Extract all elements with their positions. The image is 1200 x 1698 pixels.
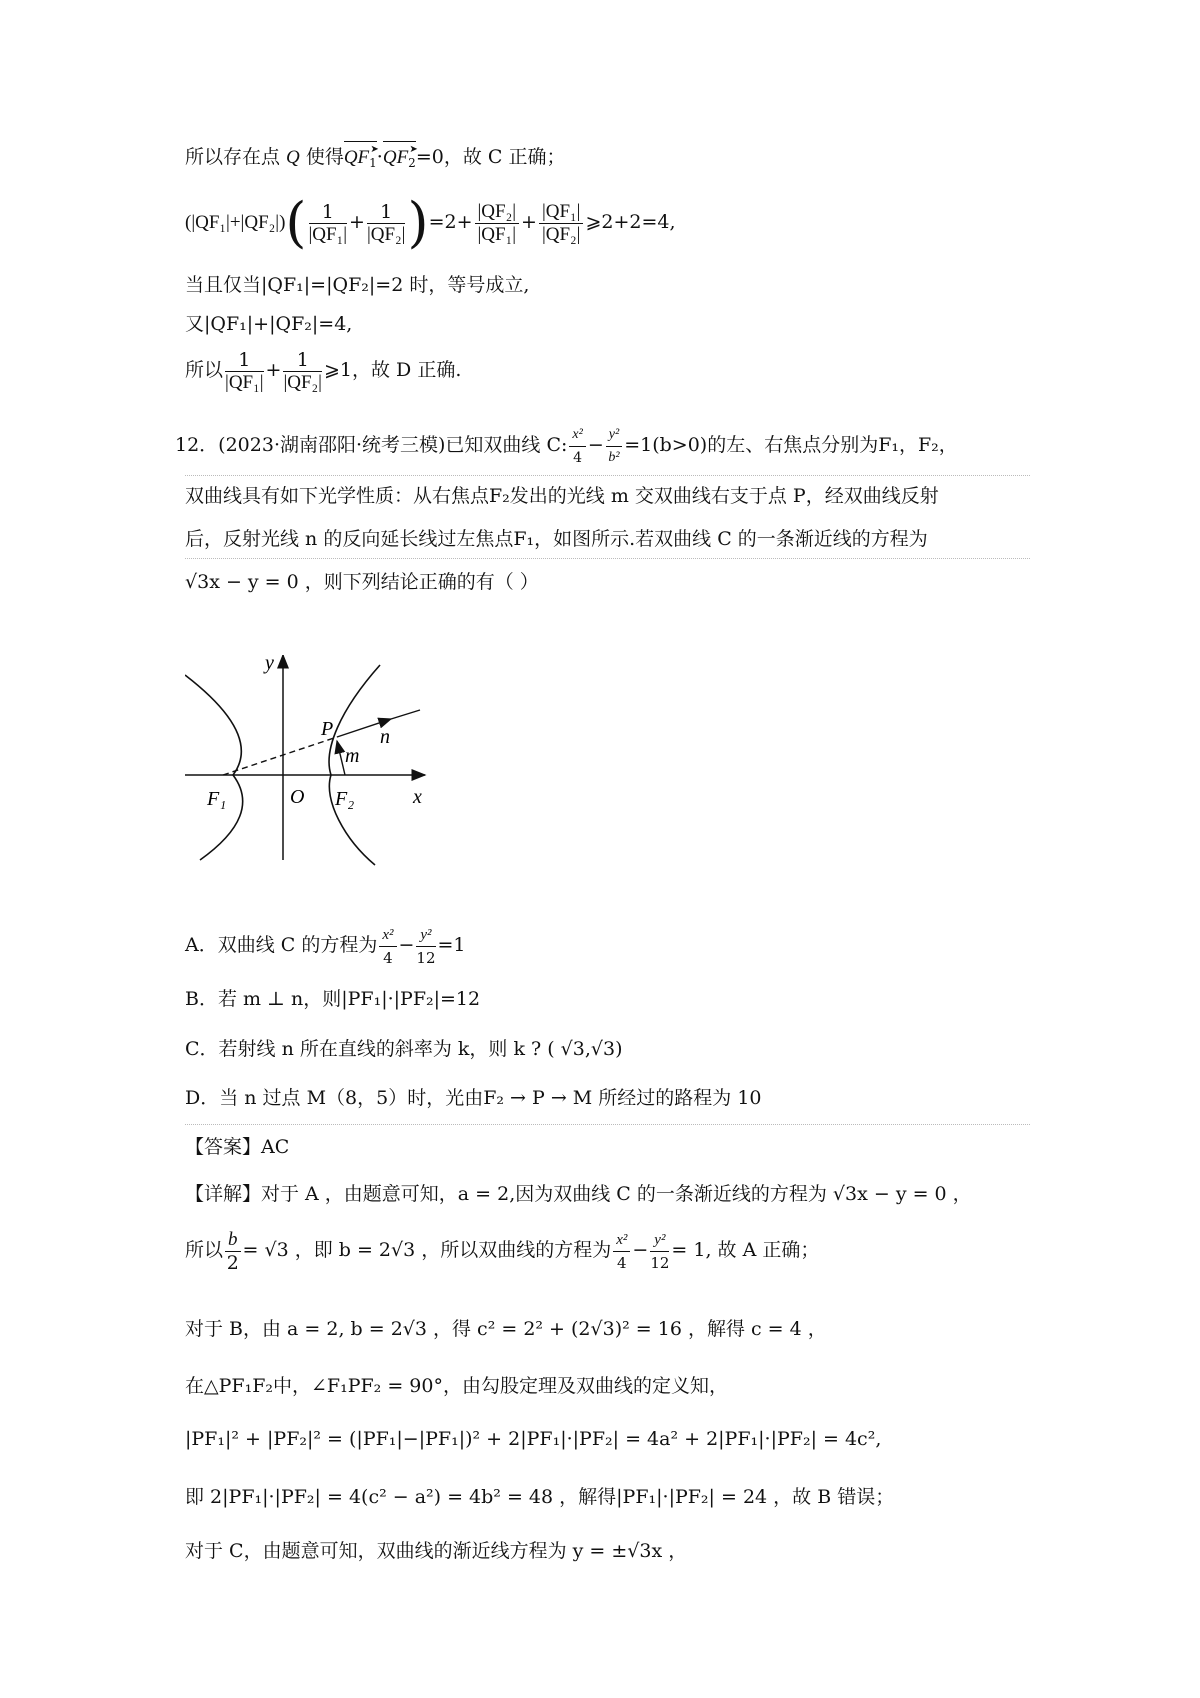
y-axis-label: y [265,655,274,674]
m-label: m [345,745,360,767]
numerator: x² [569,424,585,447]
text: =1(b>0)的左、右焦点分别为F₁，F₂， [624,434,958,456]
ray-n-tail [391,710,420,719]
vector-text: QF [382,147,409,168]
detail-line-4: 在△PF₁F₂中，∠F₁PF₂ = 90°，由勾股定理及双曲线的定义知， [185,1375,728,1397]
text: = √3 ，即 b = 2√3 ，所以双曲线的方程为 [242,1239,612,1261]
fraction [650,1229,669,1274]
denominator: 2 [226,1251,239,1274]
origin-label: O [290,786,305,808]
fraction [569,424,585,469]
option-a: A．双曲线 C 的方程为 $\frac{\text{x²}}{4}$ − $\frac{\text{y²}}{12}$ =1 [185,920,466,970]
plus: + [265,359,282,381]
solution-line-conclusion [185,345,461,395]
fraction [539,201,584,246]
denominator: 4 [617,1253,627,1272]
text: A．双曲线 C 的方程为 [185,934,378,956]
ray-m [337,741,345,775]
detail-line-3: 对于 B，由 a = 2, b = 2√3 ，得 c² = 2² + (2√3)² = 16 ，解得 c = 4 ， [185,1318,827,1340]
numerator: |QF₂| [475,201,520,224]
divider [185,558,1030,559]
divider [185,475,1030,476]
option-c: C．若射线 n 所在直线的斜率为 k，则 k ? ( √3,√3) [185,1038,623,1060]
text: 所以 [185,359,224,381]
fraction [283,349,322,394]
numerator: b [225,1229,241,1252]
text: =1 [437,934,466,956]
vector-sub: 1 [369,156,377,170]
denominator: |QF₁| [225,371,264,393]
text: (|QF₁|+|QF₂|) [185,212,286,233]
answer: 【答案】AC [185,1136,290,1158]
fraction [225,349,264,394]
solution-line-sum: 又|QF₁|+|QF₂|=4, [185,313,353,335]
p-label: P [321,718,334,740]
solution-line-equality: 当且仅当|QF₁|=|QF₂|=2 时，等号成立, [185,274,530,296]
denominator: |QF₂| [283,371,322,393]
text: =0，故 C 正确； [415,146,566,168]
fraction [367,201,406,246]
denominator: b² [608,449,620,465]
denominator: 4 [383,948,393,967]
numerator: 1 [283,349,322,372]
denominator: 4 [573,449,583,466]
question-12-line2: 双曲线具有如下光学性质：从右焦点F₂发出的光线 m 交双曲线右支于点 P，经双曲线反射 [185,485,939,507]
numerator: x² [379,924,396,947]
vector-qf1: ➤ $QF_1$ [344,143,377,177]
f1-label: F₁ [207,788,227,810]
text: 12．(2023·湖南邵阳·统考三模)已知双曲线 C: [175,434,568,456]
text: 所以 [185,1239,224,1261]
hyperbola-figure [185,655,455,870]
solution-line-inequality: (|QF₁|+|QF₂|)( $\frac{1}{\text{|QF₁|}}$ + $\frac{1}{\text{|QF₂|}}$ )=2+ $\frac{\text{|QF₂|}}{\text{|QF₁|}}$ + $\frac{\text{|QF₁|}}{\text{|QF₂|}}$ ⩾2+2=4, [185,191,676,254]
numerator: 1 [225,349,264,372]
denominator: |QF₂| [541,223,581,245]
fraction [606,424,622,469]
point-q: Q [286,147,300,168]
text: 使得 [299,146,344,168]
paren-close: ) [407,191,429,254]
fraction [475,201,520,246]
denominator: 12 [650,1253,670,1272]
fraction [613,1229,630,1274]
detail-line-2: 所以 $\frac{b}{2}$ = √3 ，即 b = 2√3 ，所以双曲线的方程为 $\frac{\text{x²}}{4}$ − $\frac{\text{y²}}{12}$ = 1, 故 A 正确； [185,1228,820,1274]
numerator: y² [416,924,435,947]
numerator: x² [613,1229,630,1252]
text: =2+ [428,211,473,233]
fraction [416,924,435,969]
fraction [379,924,396,969]
text: ⩾2+2=4, [585,211,676,233]
detail-line-6: 即 2|PF₁|·|PF₂| = 4(c² − a²) = 4b² = 48 ，解得|PF₁|·|PF₂| = 24 ，故 B 错误； [185,1486,895,1508]
divider [185,1124,1030,1125]
fraction [225,1229,241,1274]
numerator: 1 [309,201,348,224]
detail-line-7: 对于 C，由题意可知，双曲线的渐近线方程为 y = ±√3x ， [185,1540,688,1562]
question-12-stem: 12．(2023·湖南邵阳·统考三模)已知双曲线 C: $\frac{\text{x²}}{4}$ − $\frac{\text{y²}}{\text{b²}}$ =1(b>0)的左、右焦点分别为F₁，F₂， [175,420,958,470]
solution-line-vector [185,143,565,177]
fraction [309,201,348,246]
denominator: |QF₂| [366,223,406,245]
dot-op: · [376,146,383,168]
numerator: 1 [367,201,406,224]
text: = 1, 故 A 正确； [671,1239,820,1261]
question-12-line3: 后，反射光线 n 的反向延长线过左焦点F₁，如图所示.若双曲线 C 的一条渐近线的方程为 [185,528,928,550]
numerator: |QF₁| [539,201,584,224]
vector-qf2: ➤ $QF_2$ [383,143,416,177]
numerator: y² [650,1229,669,1252]
denominator: |QF₁| [477,223,517,245]
detail-line-5: |PF₁|² + |PF₂|² = (|PF₁|−|PF₁|)² + 2|PF₁|·|PF₂| = 4a² + 2|PF₁|·|PF₂| = 4c², [185,1428,882,1450]
vector-sub: 2 [408,156,416,170]
option-d: D．当 n 过点 M（8，5）时，光由F₂ → P → M 所经过的路程为 10 [185,1087,762,1109]
denominator: 12 [416,948,436,967]
question-12-line4: √3x − y = 0 ，则下列结论正确的有（ ） [185,571,539,593]
n-label: n [380,726,390,748]
f2-label: F₂ [335,788,355,810]
paren-open: ( [285,191,307,254]
x-axis-label: x [413,786,422,808]
denominator: |QF₁| [308,223,348,245]
vector-text: QF [343,147,370,168]
option-b: B．若 m ⊥ n，则|PF₁|·|PF₂|=12 [185,988,481,1010]
text: ⩾1，故 D 正确. [324,359,462,381]
detail-line-1: 【详解】对于 A ，由题意可知，a = 2,因为双曲线 C 的一条渐近线的方程为 √3x − y = 0 ， [185,1183,972,1205]
text: 所以存在点 [185,146,287,168]
numerator: y² [606,424,622,447]
hyperbola-left-branch [185,675,243,860]
